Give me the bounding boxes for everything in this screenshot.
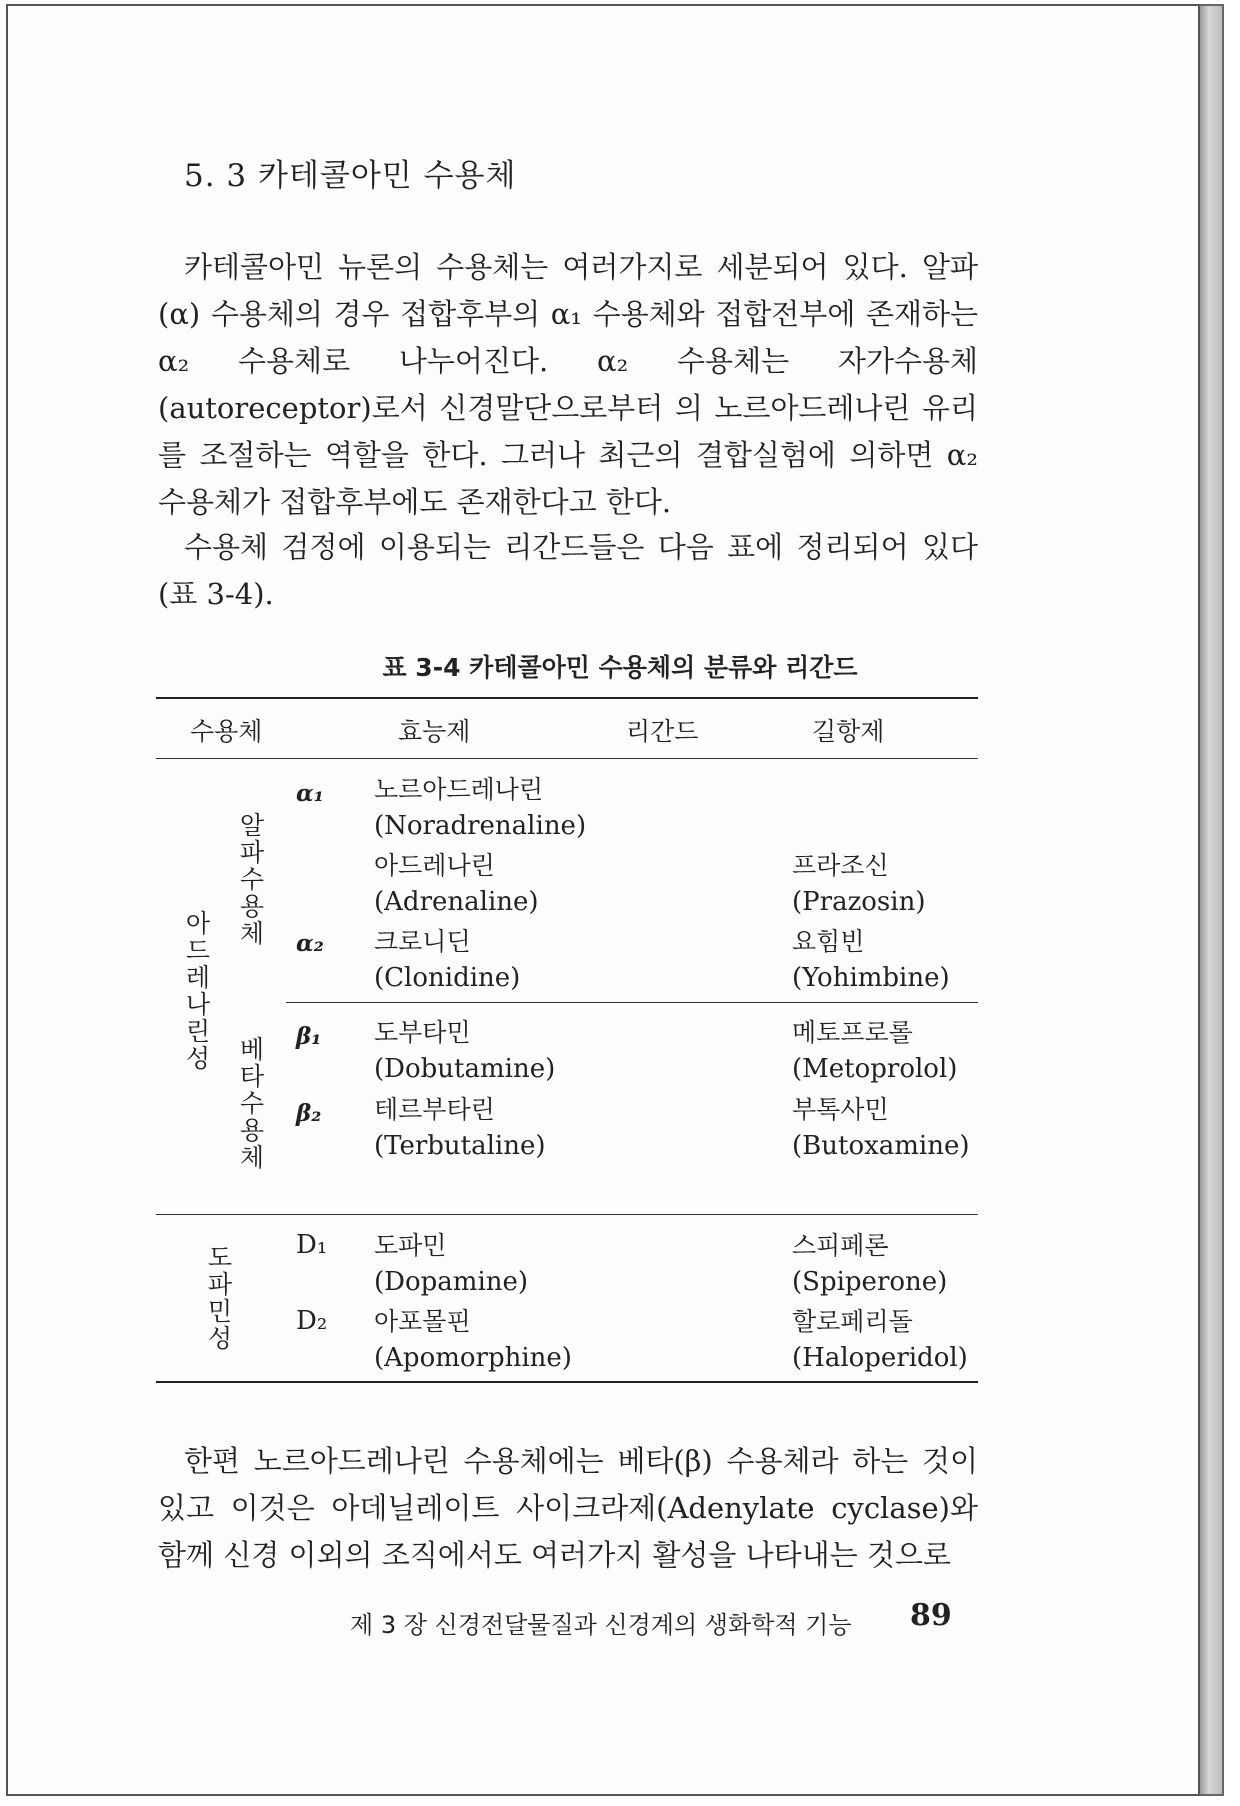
subtype-alpha2: α₂ xyxy=(296,930,324,957)
table-row xyxy=(374,1304,572,1376)
antagonist-english: (Metoprolol) xyxy=(792,1054,958,1084)
table-row xyxy=(792,924,950,996)
subtype-beta1: β₁ xyxy=(296,1023,322,1050)
group-dopaminergic: 도파민성 xyxy=(204,1244,233,1352)
page-edge-shadow xyxy=(1200,4,1224,1796)
agonist-english: (Clonidine) xyxy=(374,963,521,993)
table-row xyxy=(374,924,520,996)
agonist-english: (Dobutamine) xyxy=(374,1054,556,1084)
agonist-korean: 도파민 xyxy=(374,1231,447,1260)
antagonist-english: (Yohimbine) xyxy=(792,963,950,993)
subtype-d1: D₁ xyxy=(296,1230,328,1260)
antagonist-english: (Haloperidol) xyxy=(792,1343,968,1373)
table-row xyxy=(374,1228,528,1300)
antagonist-korean: 메토프로롤 xyxy=(792,1018,913,1047)
agonist-korean: 크로니딘 xyxy=(374,927,471,956)
subtype-alpha1: α₁ xyxy=(296,780,324,807)
agonist-korean: 테르부타린 xyxy=(374,1095,495,1124)
table-row xyxy=(374,772,586,844)
agonist-korean: 도부타민 xyxy=(374,1018,471,1047)
antagonist-english: (Butoxamine) xyxy=(792,1131,970,1161)
table-row xyxy=(792,1228,947,1300)
header-antagonist: 길항제 xyxy=(812,717,885,746)
agonist-english: (Apomorphine) xyxy=(374,1343,572,1373)
agonist-korean: 노르아드레나린 xyxy=(374,775,544,804)
subtype-d2: D₂ xyxy=(296,1306,328,1336)
chapter-footer: 제 3 장 신경전달물질과 신경계의 생화학적 기능 xyxy=(350,1611,852,1639)
alpha-beta-divider xyxy=(286,1002,978,1003)
group-beta: 베타수용체 xyxy=(236,1036,265,1171)
section-heading: 5. 3 카테콜아민 수용체 xyxy=(184,158,517,194)
paragraph-receptor-intro: 카테콜아민 뉴론의 수용체는 여러가지로 세분되어 있다. 알파(α) 수용체의 경우 접합후부의 α₁ 수용체와 접합전부에 존재하는 α₂ 수용체로 나누어진다. α₂ 수용체는 자가수용체(autoreceptor)로서 신경말단으로부터 의 노르아드레나린 유리를 조절하는 역할을 한다. 그러나 최근의 결합실험에 의하면 α₂ 수용체가 접합후부에도 존재한다고 한다. xyxy=(158,250,978,519)
table-row xyxy=(792,1304,968,1376)
table-row xyxy=(792,1015,957,1087)
antagonist-korean: 스피페론 xyxy=(792,1231,889,1260)
header-ligand: 리간드 xyxy=(626,717,699,746)
agonist-english: (Dopamine) xyxy=(374,1267,529,1297)
table-header-rule xyxy=(156,758,978,759)
group-alpha: 알파수용체 xyxy=(236,812,265,947)
group-adrenergic: 아드레나린성 xyxy=(182,910,211,1072)
table-bottom-rule xyxy=(156,1381,978,1383)
agonist-english: (Terbutaline) xyxy=(374,1131,546,1161)
subtype-beta2: β₂ xyxy=(296,1100,322,1127)
table-row xyxy=(792,1092,970,1164)
agonist-korean: 아포몰핀 xyxy=(374,1307,471,1336)
antagonist-english: (Prazosin) xyxy=(792,887,926,917)
table-top-rule xyxy=(156,697,978,699)
table-row xyxy=(374,1015,555,1087)
header-agonist: 효능제 xyxy=(398,717,471,746)
table-row xyxy=(792,848,925,920)
header-receptor: 수용체 xyxy=(190,717,263,746)
table-row xyxy=(374,1092,546,1164)
page-number: 89 xyxy=(910,1598,952,1633)
antagonist-korean: 부톡사민 xyxy=(792,1095,889,1124)
antagonist-korean: 프라조신 xyxy=(792,851,889,880)
paragraph-beta-receptor: 한편 노르아드레나린 수용체에는 베타(β) 수용체라 하는 것이 있고 이것은 아데닐레이트 사이크라제(Adenylate cyclase)와 함께 신경 이외의 조직에서도 여러가지 활성을 나타내는 것으로 xyxy=(158,1444,978,1572)
agonist-english: (Adrenaline) xyxy=(374,887,539,917)
agonist-english: (Noradrenaline) xyxy=(374,811,587,841)
antagonist-korean: 요힘빈 xyxy=(792,927,865,956)
antagonist-english: (Spiperone) xyxy=(792,1267,948,1297)
paragraph-ligand-ref: 수용체 검정에 이용되는 리간드들은 다음 표에 정리되어 있다(표 3-4). xyxy=(158,530,978,611)
table-caption: 표 3-4 카테콜아민 수용체의 분류와 리간드 xyxy=(382,653,858,682)
agonist-korean: 아드레나린 xyxy=(374,851,495,880)
adrenergic-dopamine-divider xyxy=(156,1214,978,1215)
table-row xyxy=(374,848,539,920)
antagonist-korean: 할로페리돌 xyxy=(792,1307,913,1336)
